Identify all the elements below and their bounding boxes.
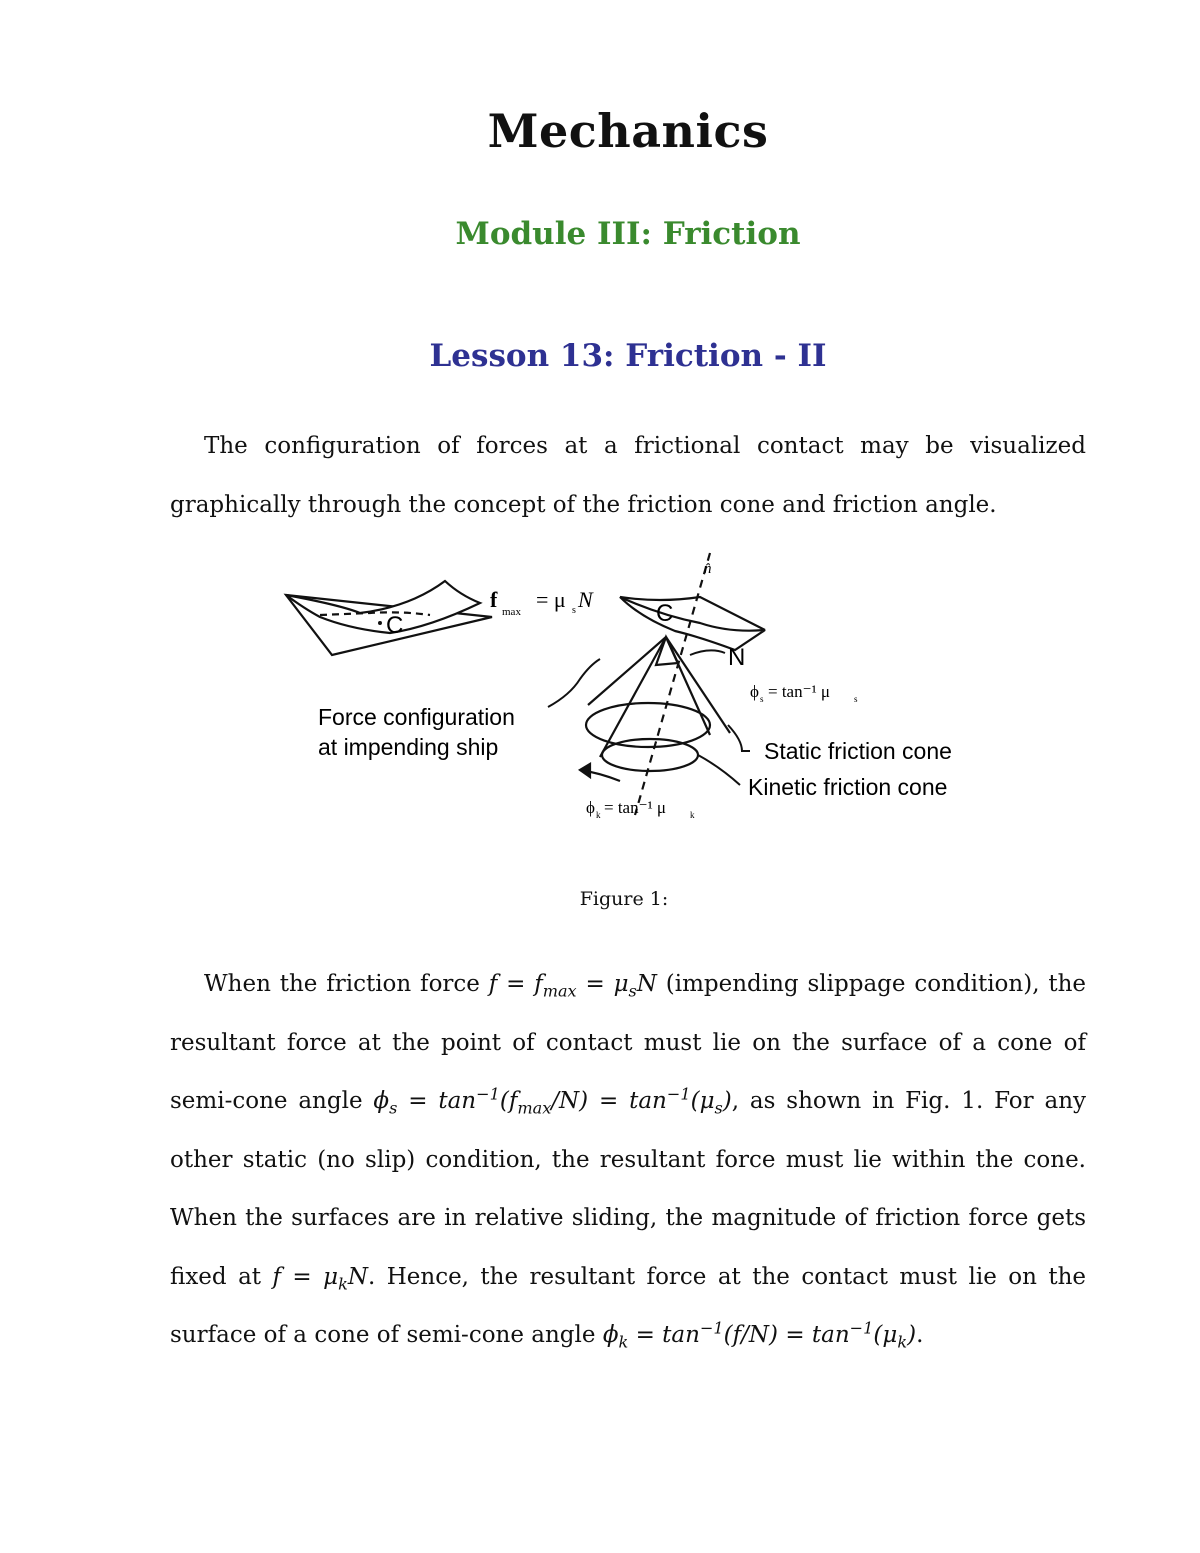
eq-fmax: $f = f_{max} = \mu_sN$ [488, 971, 657, 1001]
contact-point-label-left: C [386, 612, 404, 639]
normal-vector-label: n̂ [704, 561, 712, 577]
eq-kinetic: $f = \mu_kN$ [272, 1263, 368, 1294]
lesson-heading: Lesson 13: Friction - II [429, 338, 827, 374]
phi-k-label: ϕ [586, 798, 595, 817]
phi-s-rhs-sub: s [854, 694, 858, 704]
fmax-N: N [578, 587, 593, 612]
phi-k-rhs: = tan⁻¹ μ [604, 798, 667, 817]
friction-cone-figure [280, 545, 1000, 830]
static-cone-label: Static friction cone [764, 738, 952, 764]
fmax-s: s [572, 605, 576, 616]
body-paragraph: When the friction force $f = f_{max} = \mu_sN$ (impending slippage condition), the resultant force at the point of contact must lie on the surface of a cone of semi-cone angle $\phi_s = \tan^{-1}(f_{max}/N) = \tan^{-1}(\mu_s)$, as shown in Fig. 1. For any other static (no slip) condition, the resultant force must lie within the cone. When the surfaces are in relative sliding, the magnitude of friction force gets fixed at $f = \mu_kN$. Hence, the resultant force at the contact must lie on the surface of a cone of semi-cone angle $\phi_k = \tan^{-1}(f/N) = \tan^{-1}(\mu_k)$. [170, 971, 1086, 1352]
phi-k-sub: k [596, 810, 601, 820]
force-config-label-line2: at impending ship [318, 734, 499, 760]
module-heading: Module III: Friction [455, 216, 801, 252]
kinetic-cone-label: Kinetic friction cone [748, 774, 948, 800]
phi-k-rhs-sub: k [690, 810, 695, 820]
figure-reference[interactable]: 1 [961, 1088, 976, 1114]
fmax-sub: max [502, 606, 521, 618]
intro-paragraph: The configuration of forces at a frictional contact may be visualized graphically through the concept of the friction cone and friction angle. [170, 433, 1086, 518]
fmax-rhs: = μ [536, 587, 566, 612]
force-config-label-line1: Force configuration [318, 704, 515, 730]
contact-point-label-right: C [656, 600, 674, 627]
fmax-label: f [490, 587, 498, 612]
phi-s-label: ϕ [750, 682, 759, 701]
phi-s-rhs: = tan⁻¹ μ [768, 682, 831, 701]
eq-phi-k: $\phi_k = \tan^{-1}(f/N) = \tan^{-1}(\mu_k)$ [602, 1318, 917, 1352]
phi-s-sub: s [760, 694, 764, 704]
eq-phi-s: $\phi_s = \tan^{-1}(f_{max}/N) = \tan^{-1}(\mu_s)$ [373, 1084, 732, 1118]
document-title: Mechanics [487, 104, 769, 158]
figure-caption: Figure 1: [579, 888, 669, 910]
normal-force-label: N [728, 644, 746, 671]
